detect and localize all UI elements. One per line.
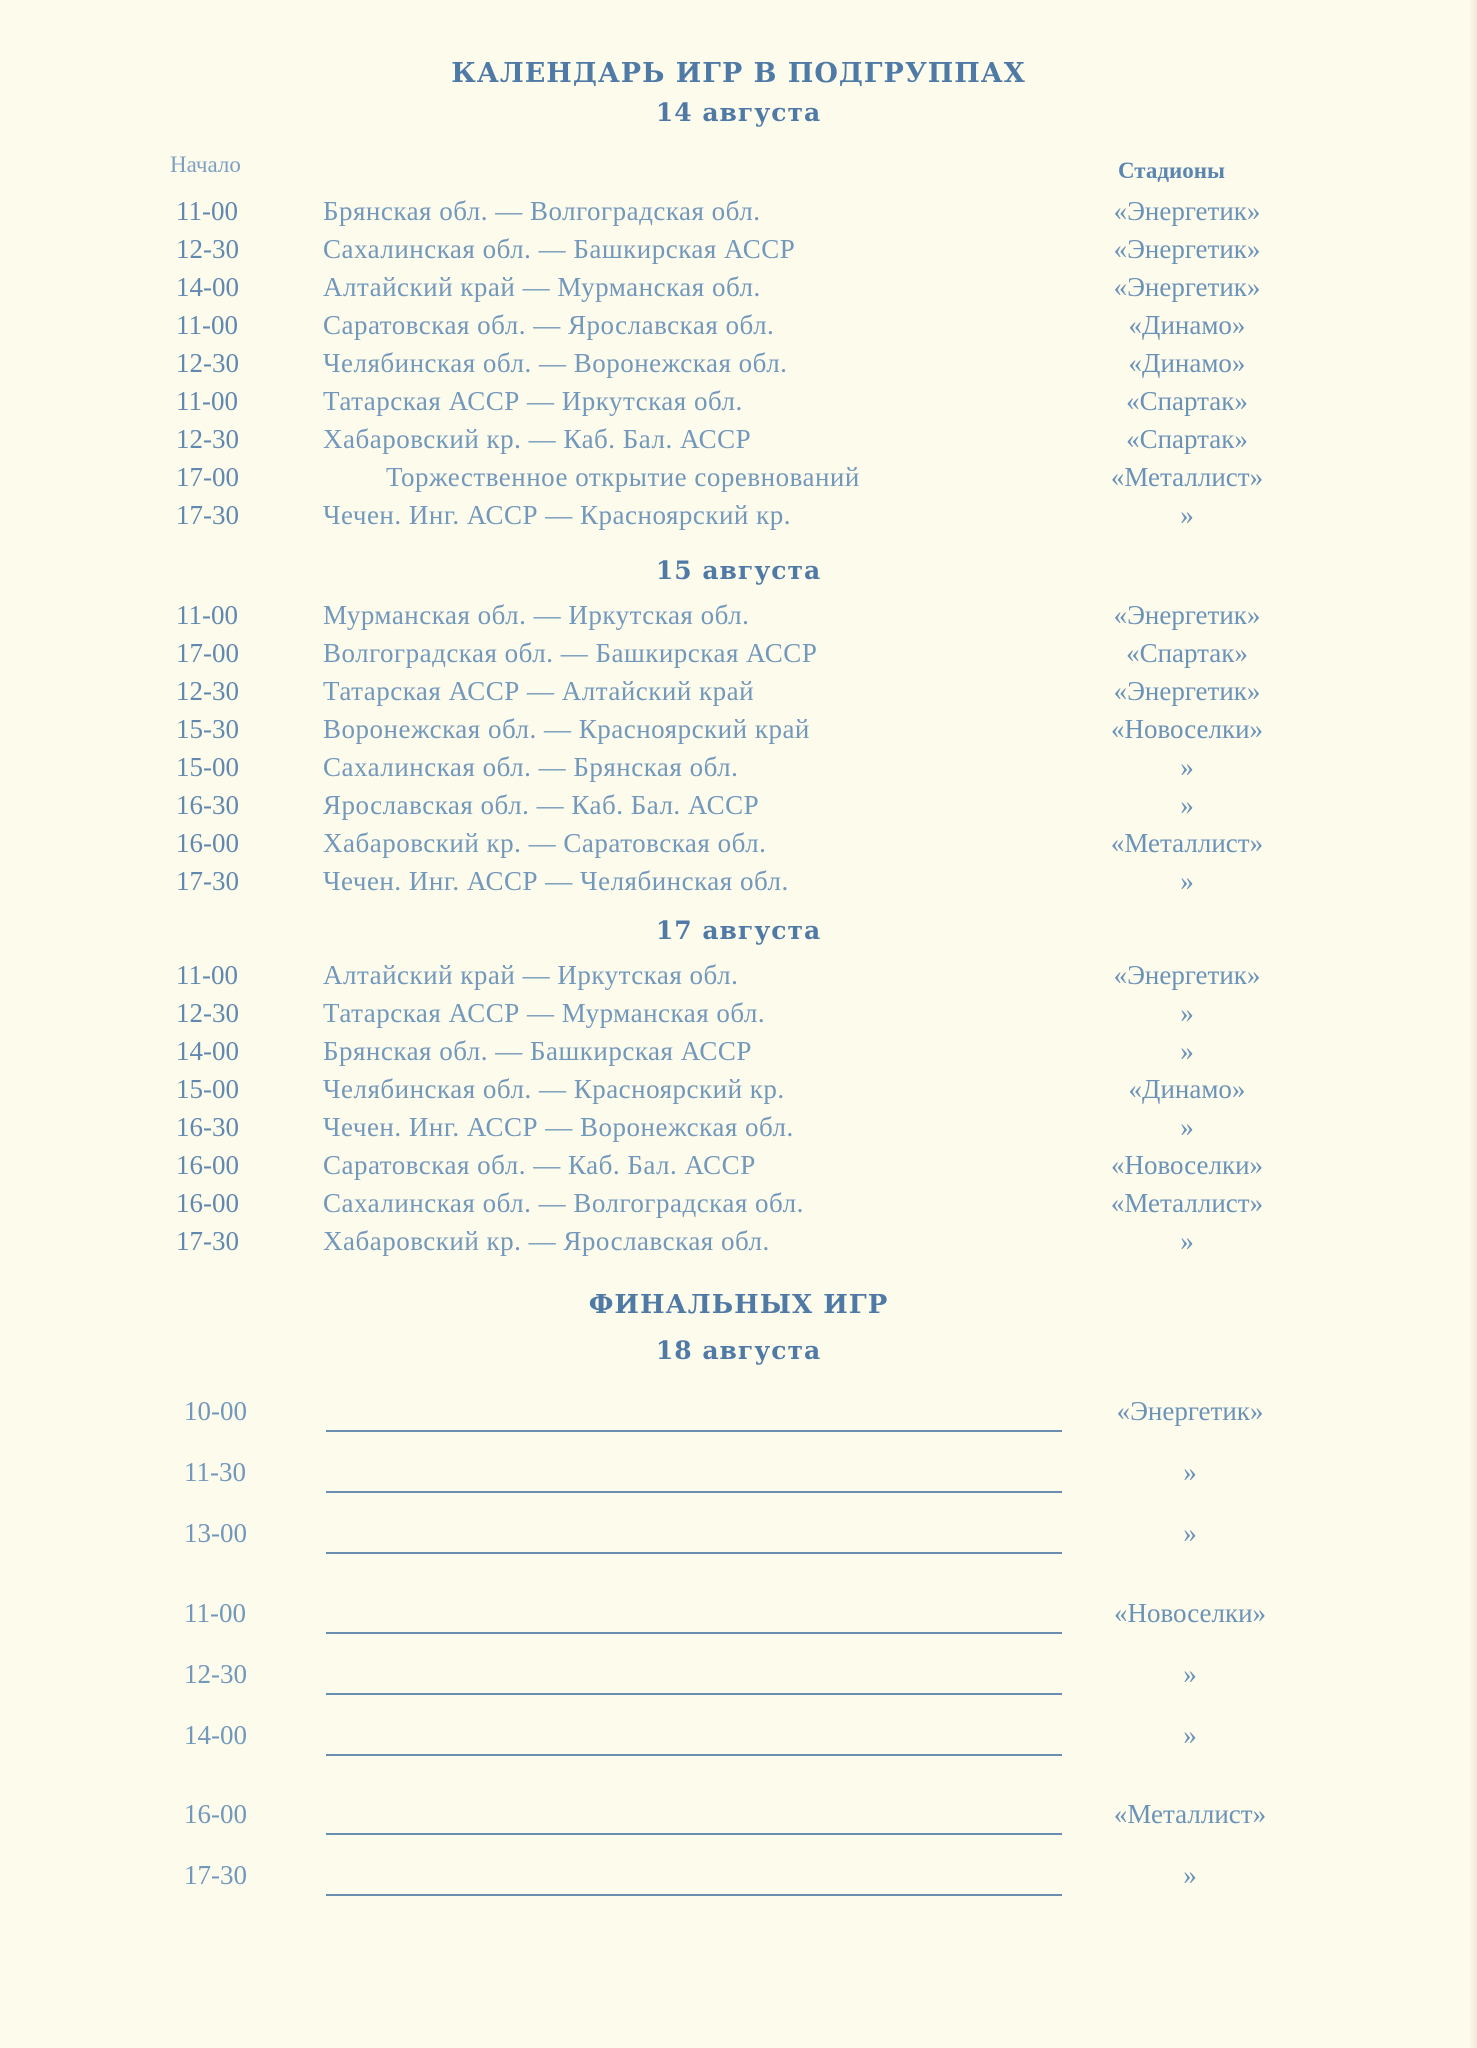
match-time: 16-30 (176, 1112, 239, 1142)
match-time: 17-00 (176, 638, 239, 668)
final-time: 11-00 (184, 1598, 246, 1628)
match-row (0, 386, 1477, 424)
match-row (0, 600, 1477, 638)
match-time: 12-30 (176, 348, 239, 378)
match-row (0, 676, 1477, 714)
blank-fill-line (326, 1632, 1062, 1634)
match-row (0, 1074, 1477, 1112)
ceremony-label: Торжественное открытие соревнований (386, 462, 860, 492)
column-header-start: Начало (170, 152, 241, 177)
match-stadium: «Энергетик» (1113, 234, 1261, 264)
match-teams: Хабаровский кр. — Саратовская обл. (323, 828, 767, 858)
final-stadium: » (1183, 1457, 1197, 1487)
match-row (0, 424, 1477, 462)
match-teams: Ярославская обл. — Каб. Бал. АССР (323, 790, 760, 820)
match-row (0, 234, 1477, 272)
match-teams: Саратовская обл. — Ярославская обл. (323, 310, 775, 340)
match-teams: Мурманская обл. — Иркутская обл. (323, 600, 750, 630)
match-teams: Чечен. Инг. АССР — Воронежская обл. (323, 1112, 794, 1142)
blank-fill-line (326, 1430, 1062, 1432)
match-time: 17-30 (176, 1226, 239, 1256)
match-stadium: » (1180, 998, 1194, 1028)
match-time: 12-30 (176, 998, 239, 1028)
match-stadium: » (1180, 752, 1194, 782)
match-row (0, 272, 1477, 310)
match-time: 11-00 (176, 196, 238, 226)
match-teams: Челябинская обл. — Воронежская обл. (323, 348, 788, 378)
match-time: 16-00 (176, 1188, 239, 1218)
match-row (0, 1150, 1477, 1188)
final-time: 12-30 (184, 1659, 247, 1689)
final-slot (0, 1799, 1477, 1849)
match-teams: Брянская обл. — Башкирская АССР (323, 1036, 752, 1066)
match-time: 16-00 (176, 828, 239, 858)
match-time: 16-30 (176, 790, 239, 820)
match-row (0, 714, 1477, 752)
match-stadium: «Новоселки» (1110, 714, 1264, 744)
finals-date: 18 августа (655, 1336, 822, 1365)
match-row (0, 500, 1477, 538)
final-slot (0, 1598, 1477, 1648)
match-time: 12-30 (176, 676, 239, 706)
final-stadium: «Новоселки» (1113, 1598, 1267, 1628)
final-stadium: «Энергетик» (1116, 1396, 1264, 1426)
blank-fill-line (326, 1754, 1062, 1756)
match-row (0, 348, 1477, 386)
match-stadium: «Новоселки» (1110, 1150, 1264, 1180)
final-slot (0, 1659, 1477, 1709)
match-row (0, 196, 1477, 234)
match-row (0, 828, 1477, 866)
final-stadium: » (1183, 1860, 1197, 1890)
match-stadium: «Динамо» (1128, 310, 1246, 340)
match-teams: Сахалинская обл. — Волгоградская обл. (323, 1188, 804, 1218)
match-teams: Чечен. Инг. АССР — Челябинская обл. (323, 866, 789, 896)
final-stadium: » (1183, 1659, 1197, 1689)
match-time: 11-00 (176, 310, 238, 340)
match-row (0, 638, 1477, 676)
match-time: 15-30 (176, 714, 239, 744)
match-row (0, 998, 1477, 1036)
match-stadium: «Энергетик» (1113, 960, 1261, 990)
match-stadium: «Динамо» (1128, 348, 1246, 378)
final-slot (0, 1518, 1477, 1568)
match-stadium: » (1180, 790, 1194, 820)
blank-fill-line (326, 1693, 1062, 1695)
blank-fill-line (326, 1552, 1062, 1554)
match-teams: Волгоградская обл. — Башкирская АССР (323, 638, 818, 668)
final-time: 14-00 (184, 1720, 247, 1750)
match-stadium: «Спартак» (1126, 386, 1248, 416)
match-stadium: » (1180, 1112, 1194, 1142)
match-time: 11-00 (176, 960, 238, 990)
match-stadium: » (1180, 1036, 1194, 1066)
day-heading: 17 августа (655, 916, 822, 945)
match-time: 11-00 (176, 386, 238, 416)
match-stadium: «Спартак» (1126, 638, 1248, 668)
final-time: 13-00 (184, 1518, 247, 1548)
match-row (0, 1226, 1477, 1264)
match-teams: Сахалинская обл. — Брянская обл. (323, 752, 739, 782)
match-teams: Татарская АССР — Мурманская обл. (323, 998, 766, 1028)
match-stadium: «Энергетик» (1113, 676, 1261, 706)
match-stadium: » (1180, 866, 1194, 896)
match-row (0, 1112, 1477, 1150)
match-stadium: «Металлист» (1110, 1188, 1264, 1218)
match-time: 17-00 (176, 462, 239, 492)
match-teams: Хабаровский кр. — Каб. Бал. АССР (323, 424, 752, 454)
match-time: 15-00 (176, 1074, 239, 1104)
final-slot (0, 1457, 1477, 1507)
final-time: 17-30 (184, 1860, 247, 1890)
match-teams: Чечен. Инг. АССР — Красноярский кр. (323, 500, 791, 530)
match-time: 11-00 (176, 600, 238, 630)
match-row (0, 1036, 1477, 1074)
match-row (0, 960, 1477, 998)
match-stadium: «Энергетик» (1113, 196, 1261, 226)
opening-ceremony-row (0, 462, 1477, 500)
day-heading: 14 августа (655, 98, 822, 127)
match-teams: Челябинская обл. — Красноярский кр. (323, 1074, 785, 1104)
match-time: 14-00 (176, 1036, 239, 1066)
match-stadium: » (1180, 1226, 1194, 1256)
finals-title: ФИНАЛЬНЫХ ИГР (588, 1290, 889, 1320)
match-stadium: «Металлист» (1110, 828, 1264, 858)
match-time: 17-30 (176, 500, 239, 530)
match-teams: Воронежская обл. — Красноярский край (323, 714, 810, 744)
match-time: 15-00 (176, 752, 239, 782)
match-time: 12-30 (176, 234, 239, 264)
match-stadium: » (1180, 500, 1194, 530)
day-heading: 15 августа (655, 556, 822, 585)
final-slot (0, 1720, 1477, 1770)
column-header-stadiums: Стадионы (1118, 158, 1225, 183)
page-title: КАЛЕНДАРЬ ИГР В ПОДГРУППАХ (451, 58, 1026, 89)
final-slot (0, 1396, 1477, 1446)
blank-fill-line (326, 1491, 1062, 1493)
final-time: 10-00 (184, 1396, 247, 1426)
match-teams: Хабаровский кр. — Ярославская обл. (323, 1226, 770, 1256)
match-teams: Татарская АССР — Иркутская обл. (323, 386, 743, 416)
match-stadium: «Спартак» (1126, 424, 1248, 454)
match-time: 14-00 (176, 272, 239, 302)
match-stadium: «Динамо» (1128, 1074, 1246, 1104)
match-time: 16-00 (176, 1150, 239, 1180)
final-time: 11-30 (184, 1457, 246, 1487)
final-slot (0, 1860, 1477, 1910)
match-teams: Алтайский край — Мурманская обл. (323, 272, 761, 302)
match-teams: Брянская обл. — Волгоградская обл. (323, 196, 761, 226)
match-row (0, 866, 1477, 904)
match-teams: Алтайский край — Иркутская обл. (323, 960, 739, 990)
match-teams: Саратовская обл. — Каб. Бал. АССР (323, 1150, 756, 1180)
match-teams: Татарская АССР — Алтайский край (323, 676, 755, 706)
match-row (0, 790, 1477, 828)
blank-fill-line (326, 1833, 1062, 1835)
final-stadium: «Металлист» (1113, 1799, 1267, 1829)
match-stadium: «Энергетик» (1113, 272, 1261, 302)
match-teams: Сахалинская обл. — Башкирская АССР (323, 234, 796, 264)
match-time: 17-30 (176, 866, 239, 896)
match-stadium: «Энергетик» (1113, 600, 1261, 630)
match-stadium: «Металлист» (1110, 462, 1264, 492)
final-time: 16-00 (184, 1799, 247, 1829)
final-stadium: » (1183, 1720, 1197, 1750)
match-time: 12-30 (176, 424, 239, 454)
match-row (0, 310, 1477, 348)
match-row (0, 752, 1477, 790)
final-stadium: » (1183, 1518, 1197, 1548)
blank-fill-line (326, 1894, 1062, 1896)
match-row (0, 1188, 1477, 1226)
